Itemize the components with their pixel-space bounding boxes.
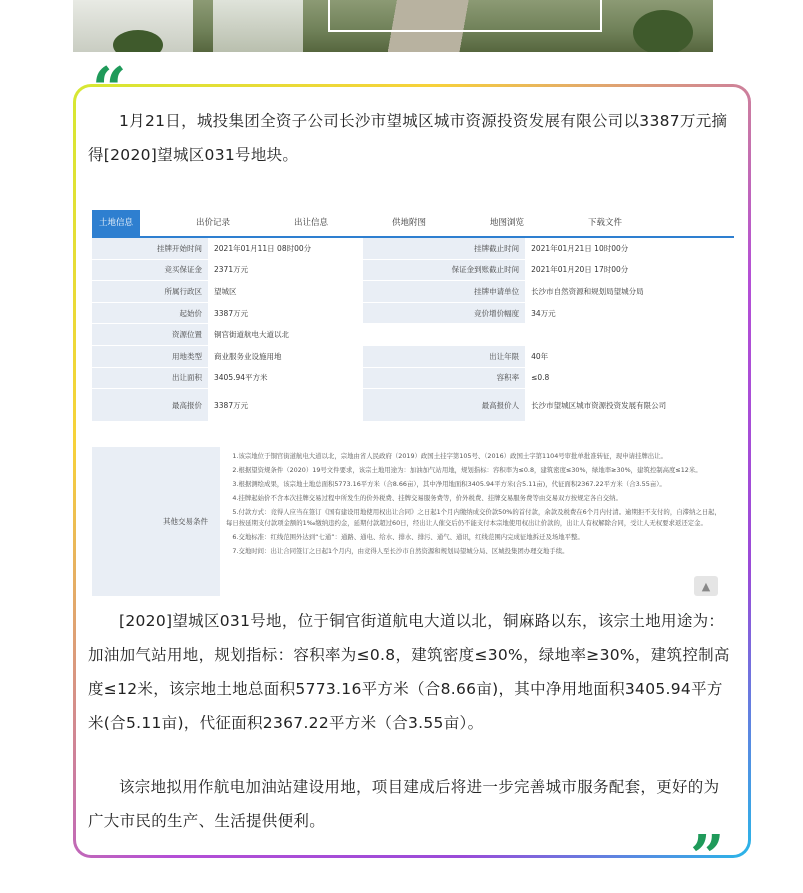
row-value: 2021年01月20日 17时00分 (525, 259, 734, 281)
row-value: 长沙市望城区城市资源投资发展有限公司 (525, 389, 734, 422)
row-label: 最高报价 (92, 389, 208, 422)
row-value: 望城区 (208, 281, 363, 303)
condition-item: 7.交地时间：出让合同签订之日起1个月内，由竞得人至长沙市自然资源和规划局望城分局、区城投集团办理交地手续。 (232, 547, 569, 555)
condition-item: 1.该宗地位于铜官街道航电大道以北，宗地由省人民政府（2019）政国土挂字第105号、（2016）政国土字第1104号审批单批准转征，现申请挂牌出让。 (232, 452, 667, 460)
table-row (92, 367, 734, 389)
table-row (92, 281, 734, 303)
row-label: 起始价 (92, 302, 208, 324)
table-row (92, 324, 734, 346)
conditions-list (226, 451, 726, 560)
row-value: 铜官街道航电大道以北 (208, 324, 734, 346)
row-label: 保证金到账截止时间 (363, 259, 525, 281)
row-label: 最高报价人 (363, 389, 525, 422)
chevron-up-icon[interactable]: ▲ (694, 576, 718, 596)
row-label: 挂牌截止时间 (363, 238, 525, 259)
table-row (92, 259, 734, 281)
row-value: 3387万元 (208, 302, 363, 324)
row-value: 2021年01月21日 10时00分 (525, 238, 734, 259)
conditions-label: 其他交易条件 (92, 447, 220, 596)
open-quote-icon: “ (92, 55, 127, 125)
tab-downloads[interactable]: 下载文件 (587, 218, 622, 228)
table-row (92, 238, 734, 259)
tab-map-browse[interactable]: 地图浏览 (489, 218, 524, 228)
paragraph-intro: 1月21日，城投集团全资子公司长沙市望城区城市资源投资发展有限公司以3387万元摘得[2020]望城区031号地块。 (88, 112, 728, 164)
photo-window-frame (328, 0, 602, 32)
row-label: 容积率 (363, 367, 525, 389)
table-row (92, 302, 734, 324)
row-label: 出让面积 (92, 367, 208, 389)
row-value: 2021年01月11日 08时00分 (208, 238, 363, 259)
tab-transfer-info[interactable]: 出让信息 (293, 218, 328, 228)
tab-site-maps[interactable]: 供地附图 (391, 218, 426, 228)
row-value: 40年 (525, 345, 734, 367)
table-row (92, 345, 734, 367)
table-row (92, 389, 734, 422)
row-value: 3387万元 (208, 389, 363, 422)
row-value: 商业服务业设施用地 (208, 345, 363, 367)
condition-item: 4.挂牌起始价不含本次挂牌交易过程中所发生的价外税费、挂牌交易服务费等，价外税费、挂牌交易服务费等由交易双方按规定各自交纳。 (232, 494, 622, 502)
condition-item: 3.根据测绘成果，该宗地土地总面积5773.16平方米（合8.66亩），其中净用地面积3405.94平方米(合5.11亩)，代征面积2367.22平方米（合3.55亩）。 (232, 480, 666, 488)
condition-item: 6.交地标准：红线范围外达到“七通”：通路、通电、给水、排水、排污、通气、通讯，红线范围内完成征地拆迁及场地平整。 (232, 533, 584, 541)
other-conditions-row (92, 447, 734, 596)
row-value: 3405.94平方米 (208, 367, 363, 389)
paragraph-details: [2020]望城区031号地，位于铜官街道航电大道以北，铜麻路以东，该宗土地用途为：加油加气站用地，规划指标：容积率为≤0.8，建筑密度≤30%，绿地率≥30%，建筑控制高度≤12米，该宗地土地总面积5773.16平方米（合8.66亩)，其中净用地面积3405.94平方米(合5.11亩)，代征面积2367.22平方米（合3.55亩）。 (88, 612, 730, 732)
row-label: 挂牌申请单位 (363, 281, 525, 303)
row-label: 用地类型 (92, 345, 208, 367)
row-label: 竞买保证金 (92, 259, 208, 281)
row-label: 出让年限 (363, 345, 525, 367)
tab-bid-records[interactable]: 出价记录 (195, 218, 230, 228)
condition-item: 2.根据望资规条件（2020）19号文件要求，该宗土地用途为：加油加气站用地，规划指标：容积率为≤0.8，建筑密度≤30%，绿地率≥30%，建筑控制高度≤12米。 (232, 466, 702, 474)
row-label: 竞价增价幅度 (363, 302, 525, 324)
row-value: 长沙市自然资源和规划局望城分局 (525, 281, 734, 303)
tab-bar (92, 210, 734, 238)
row-value: 34万元 (525, 302, 734, 324)
building-shape (213, 0, 303, 52)
paragraph-purpose: 该宗地拟用作航电加油站建设用地，项目建成后将进一步完善城市服务配套，更好的为广大市民的生产、生活提供便利。 (88, 778, 720, 830)
close-quote-icon: ” (690, 823, 725, 893)
land-info-screenshot (92, 210, 734, 596)
row-value: ≤0.8 (525, 367, 734, 389)
hero-photo (73, 0, 713, 52)
tree-shape (113, 30, 163, 52)
tree-shape (633, 10, 693, 52)
condition-item: 5.付款方式：竞得人应当在签订《国有建设用地使用权出让合同》之日起1个月内缴纳成交价款50%的首付款，余款及税费在6个月内付清。逾期拒不支付的，自滞纳之日起，每日按延期支付款项金额的1‰缴纳违约金，延期付款超过60日，经出让人催交后仍不能支付本宗地使用权出让价款的，出让人有权解除合同，受让人无权要求返还定金。 (226, 508, 721, 527)
row-label: 所属行政区 (92, 281, 208, 303)
row-value: 2371万元 (208, 259, 363, 281)
row-label: 挂牌开始时间 (92, 238, 208, 259)
land-info-table (92, 238, 734, 422)
tab-land-info[interactable]: 土地信息 (92, 210, 140, 236)
row-label: 资源位置 (92, 324, 208, 346)
